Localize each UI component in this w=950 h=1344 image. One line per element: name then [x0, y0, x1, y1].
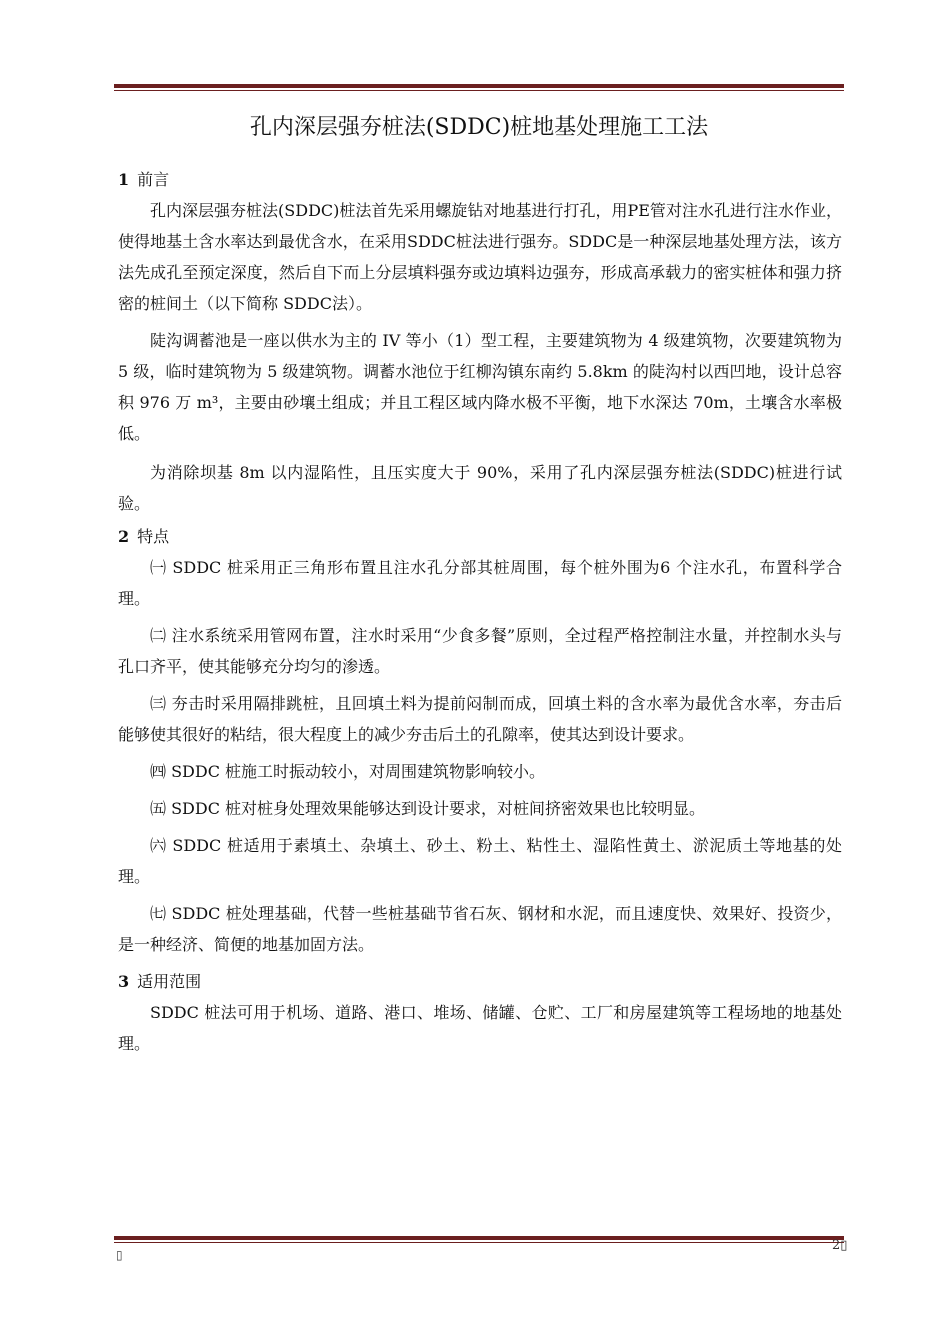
footer-rule — [114, 1236, 844, 1243]
footer-right-mark: ▯ — [840, 1238, 848, 1253]
list-item: ㈦ SDDC 桩处理基础，代替一些桩基础节省石灰、钢材和水泥，而且速度快、效果好、投资少，是一种经济、简便的地基加固方法。 — [118, 904, 842, 954]
section-number: 2 — [118, 527, 130, 546]
page-number — [832, 1238, 847, 1253]
page-number-value: 2 — [832, 1238, 841, 1253]
section-heading-3 — [118, 966, 842, 997]
header-rule — [114, 84, 844, 91]
section-heading-2 — [118, 521, 842, 552]
document-title: 孔内深层强夯桩法(SDDC)桩地基处理施工工法 — [249, 115, 709, 140]
paragraph: 为消除坝基 8m 以内湿陷性，且压实度大于 90%，采用了孔内深层强夯桩法(SDDC)桩进行试验。 — [118, 463, 842, 513]
footer-left-mark: ▯ — [116, 1248, 123, 1262]
section-title: 适用范围 — [137, 972, 202, 991]
list-item: ㈡ 注水系统采用管网布置，注水时采用“少食多餐”原则，全过程严格控制注水量，并控制水头与孔口齐平，使其能够充分均匀的渗透。 — [118, 626, 842, 676]
document-body — [118, 164, 842, 1059]
list-item: ㈢ 夯击时采用隔排跳桩，且回填土料为提前闷制而成，回填土料的含水率为最优含水率，夯击后能够使其很好的粘结，很大程度上的减少夯击后土的孔隙率，使其达到设计要求。 — [118, 694, 842, 744]
section-heading-1 — [118, 164, 842, 195]
list-item: ㈤ SDDC 桩对桩身处理效果能够达到设计要求，对桩间挤密效果也比较明显。 — [150, 799, 706, 818]
section-number: 1 — [118, 170, 130, 189]
list-item: ㈥ SDDC 桩适用于素填土、杂填土、砂土、粉土、粘性土、湿陷性黄土、淤泥质土等地基的处理。 — [118, 836, 842, 886]
section-number: 3 — [118, 972, 130, 991]
paragraph: 孔内深层强夯桩法(SDDC)桩法首先采用螺旋钻对地基进行打孔，用PE管对注水孔进行注水作业，使得地基土含水率达到最优含水，在采用SDDC桩法进行强夯。SDDC是一种深层地基处理方法，该方法先成孔至预定深度，然后自下而上分层填料强夯或边填料边强夯，形成高承载力的密实桩体和强力挤密的桩间土（以下简称 SDDC法）。 — [118, 201, 842, 313]
paragraph: 陡沟调蓄池是一座以供水为主的 IV 等小（1）型工程，主要建筑物为 4 级建筑物，次要建筑物为 5 级，临时建筑物为 5 级建筑物。调蓄水池位于红柳沟镇东南约 5.8km 的陡沟村以西凹地，设计总容积 976 万 m³，主要由砂壤土组成；并且工程区域内降水极不平衡，地下水深达 70m，土壤含水率极低。 — [118, 331, 842, 443]
paragraph: SDDC 桩法可用于机场、道路、港口、堆场、储罐、仓贮、工厂和房屋建筑等工程场地的地基处理。 — [118, 1003, 842, 1053]
section-title: 前言 — [137, 170, 170, 189]
list-item: ㈣ SDDC 桩施工时振动较小，对周围建筑物影响较小。 — [150, 762, 546, 781]
list-item: ㈠ SDDC 桩采用正三角形布置且注水孔分部其桩周围，每个桩外围为6 个注水孔，布置科学合理。 — [118, 558, 842, 608]
section-title: 特点 — [137, 527, 170, 546]
